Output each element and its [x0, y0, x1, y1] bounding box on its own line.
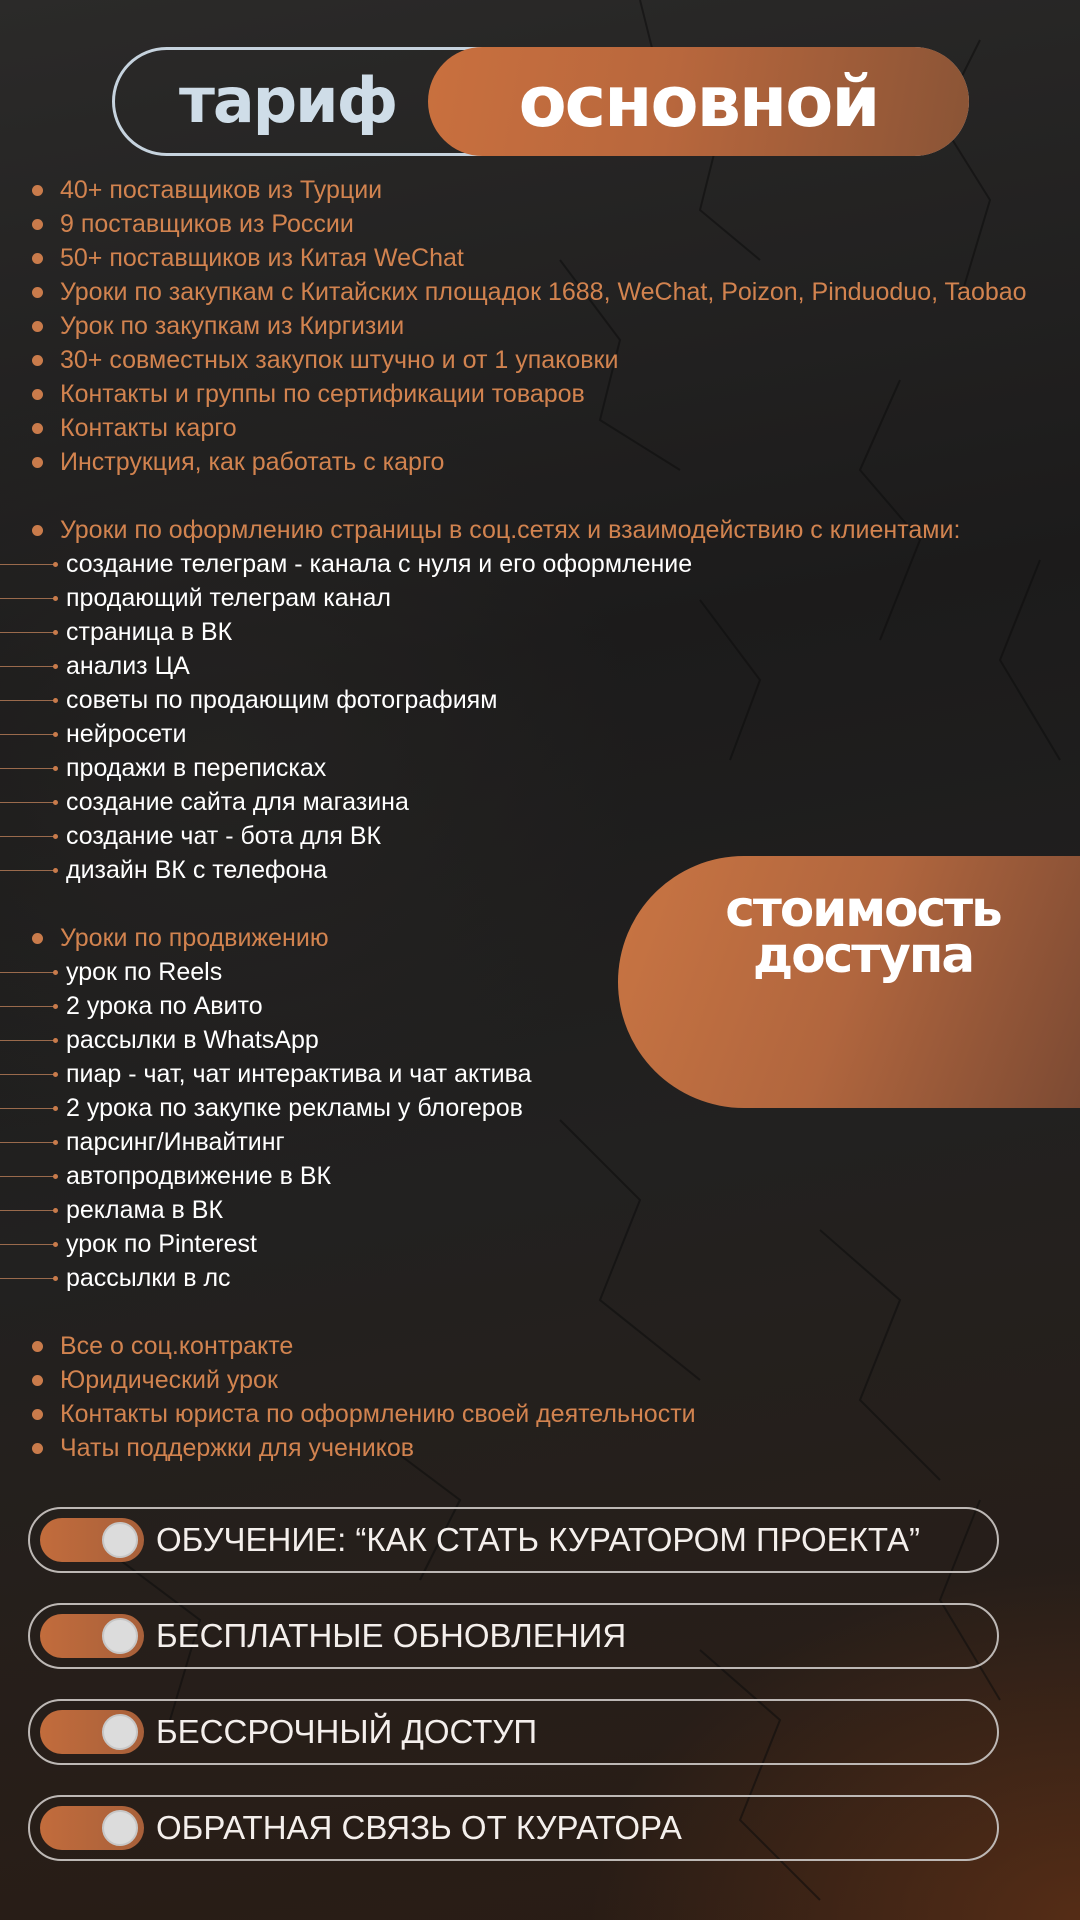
- bullet-dot-icon: [32, 423, 43, 434]
- sub-item: создание чат - бота для ВК: [0, 819, 692, 853]
- sub-item: нейросети: [0, 717, 692, 751]
- bullet-dot-icon: [32, 1443, 43, 1454]
- sub-item: создание телеграм - канала с нуля и его оформление: [0, 547, 692, 581]
- bonus-label: ОБУЧЕНИЕ: “КАК СТАТЬ КУРАТОРОМ ПРОЕКТА”: [156, 1521, 920, 1558]
- feature-item: 30+ совместных закупок штучно и от 1 упаковки: [0, 343, 1027, 377]
- bonus-label: БЕССРОЧНЫЙ ДОСТУП: [156, 1713, 538, 1750]
- bullet-dot-icon: [32, 1341, 43, 1352]
- feature-item: Контакты и группы по сертификации товаров: [0, 377, 1027, 411]
- promo-section-list: [0, 955, 532, 1295]
- price-badge-line1: стоимость: [725, 880, 1001, 938]
- features-top-list: [0, 173, 1027, 479]
- feature-item: 50+ поставщиков из Китая WeChat: [0, 241, 1027, 275]
- price-badge-line2: доступа: [752, 926, 974, 984]
- bonus-curator-training: [28, 1507, 999, 1573]
- bullet-dot-icon: [32, 1375, 43, 1386]
- promo-section-title: [0, 921, 329, 955]
- tariff-header: [112, 47, 969, 156]
- sub-item: реклама в ВК: [0, 1193, 532, 1227]
- bullet-dot-icon: [32, 525, 43, 536]
- sub-item: рассылки в лс: [0, 1261, 532, 1295]
- bonus-label: ОБРАТНАЯ СВЯЗЬ ОТ КУРАТОРА: [156, 1809, 682, 1846]
- feature-item: Уроки по закупкам с Китайских площадок 1688, WeChat, Poizon, Pinduoduo, Taobao: [0, 275, 1027, 309]
- tariff-name: основной: [428, 47, 969, 156]
- toggle-switch-icon: [40, 1710, 144, 1754]
- sub-item: страница в ВК: [0, 615, 692, 649]
- feature-item: 9 поставщиков из России: [0, 207, 1027, 241]
- features-bottom-list: [0, 1329, 696, 1465]
- bonus-free-updates: [28, 1603, 999, 1669]
- section-heading: Уроки по продвижению: [0, 921, 329, 955]
- sub-item: 2 урока по закупке рекламы у блогеров: [0, 1091, 532, 1125]
- section-heading: Уроки по оформлению страницы в соц.сетях и взаимодействию с клиентами:: [0, 513, 960, 547]
- bullet-dot-icon: [32, 457, 43, 468]
- bullet-dot-icon: [32, 1409, 43, 1420]
- sub-item: продающий телеграм канал: [0, 581, 692, 615]
- sub-item: 2 урока по Авито: [0, 989, 532, 1023]
- bullet-dot-icon: [32, 253, 43, 264]
- feature-item: Контакты карго: [0, 411, 1027, 445]
- sub-item: советы по продающим фотографиям: [0, 683, 692, 717]
- feature-item: Чаты поддержки для учеников: [0, 1431, 696, 1465]
- feature-item: Инструкция, как работать с карго: [0, 445, 1027, 479]
- bullet-dot-icon: [32, 933, 43, 944]
- price-badge: [618, 856, 1080, 1108]
- bonus-curator-feedback: [28, 1795, 999, 1861]
- sub-item: парсинг/Инвайтинг: [0, 1125, 532, 1159]
- tariff-label: тариф: [179, 64, 397, 137]
- toggle-switch-icon: [40, 1806, 144, 1850]
- feature-item: Контакты юриста по оформлению своей деятельности: [0, 1397, 696, 1431]
- bullet-dot-icon: [32, 321, 43, 332]
- social-section-list: [0, 547, 692, 887]
- sub-item: создание сайта для магазина: [0, 785, 692, 819]
- sub-item: продажи в переписках: [0, 751, 692, 785]
- feature-item: Все о соц.контракте: [0, 1329, 696, 1363]
- toggle-switch-icon: [40, 1518, 144, 1562]
- sub-item: дизайн ВК с телефона: [0, 853, 692, 887]
- social-section-title: [0, 513, 960, 547]
- bullet-dot-icon: [32, 355, 43, 366]
- feature-item: Урок по закупкам из Киргизии: [0, 309, 1027, 343]
- sub-item: пиар - чат, чат интерактива и чат актива: [0, 1057, 532, 1091]
- toggle-switch-icon: [40, 1614, 144, 1658]
- sub-item: урок по Pinterest: [0, 1227, 532, 1261]
- sub-item: урок по Reels: [0, 955, 532, 989]
- bonus-label: БЕСПЛАТНЫЕ ОБНОВЛЕНИЯ: [156, 1617, 627, 1654]
- bullet-dot-icon: [32, 287, 43, 298]
- bonus-lifetime-access: [28, 1699, 999, 1765]
- feature-item: Юридический урок: [0, 1363, 696, 1397]
- feature-item: 40+ поставщиков из Турции: [0, 173, 1027, 207]
- sub-item: анализ ЦА: [0, 649, 692, 683]
- bullet-dot-icon: [32, 219, 43, 230]
- sub-item: автопродвижение в ВК: [0, 1159, 532, 1193]
- bullet-dot-icon: [32, 185, 43, 196]
- bullet-dot-icon: [32, 389, 43, 400]
- sub-item: рассылки в WhatsApp: [0, 1023, 532, 1057]
